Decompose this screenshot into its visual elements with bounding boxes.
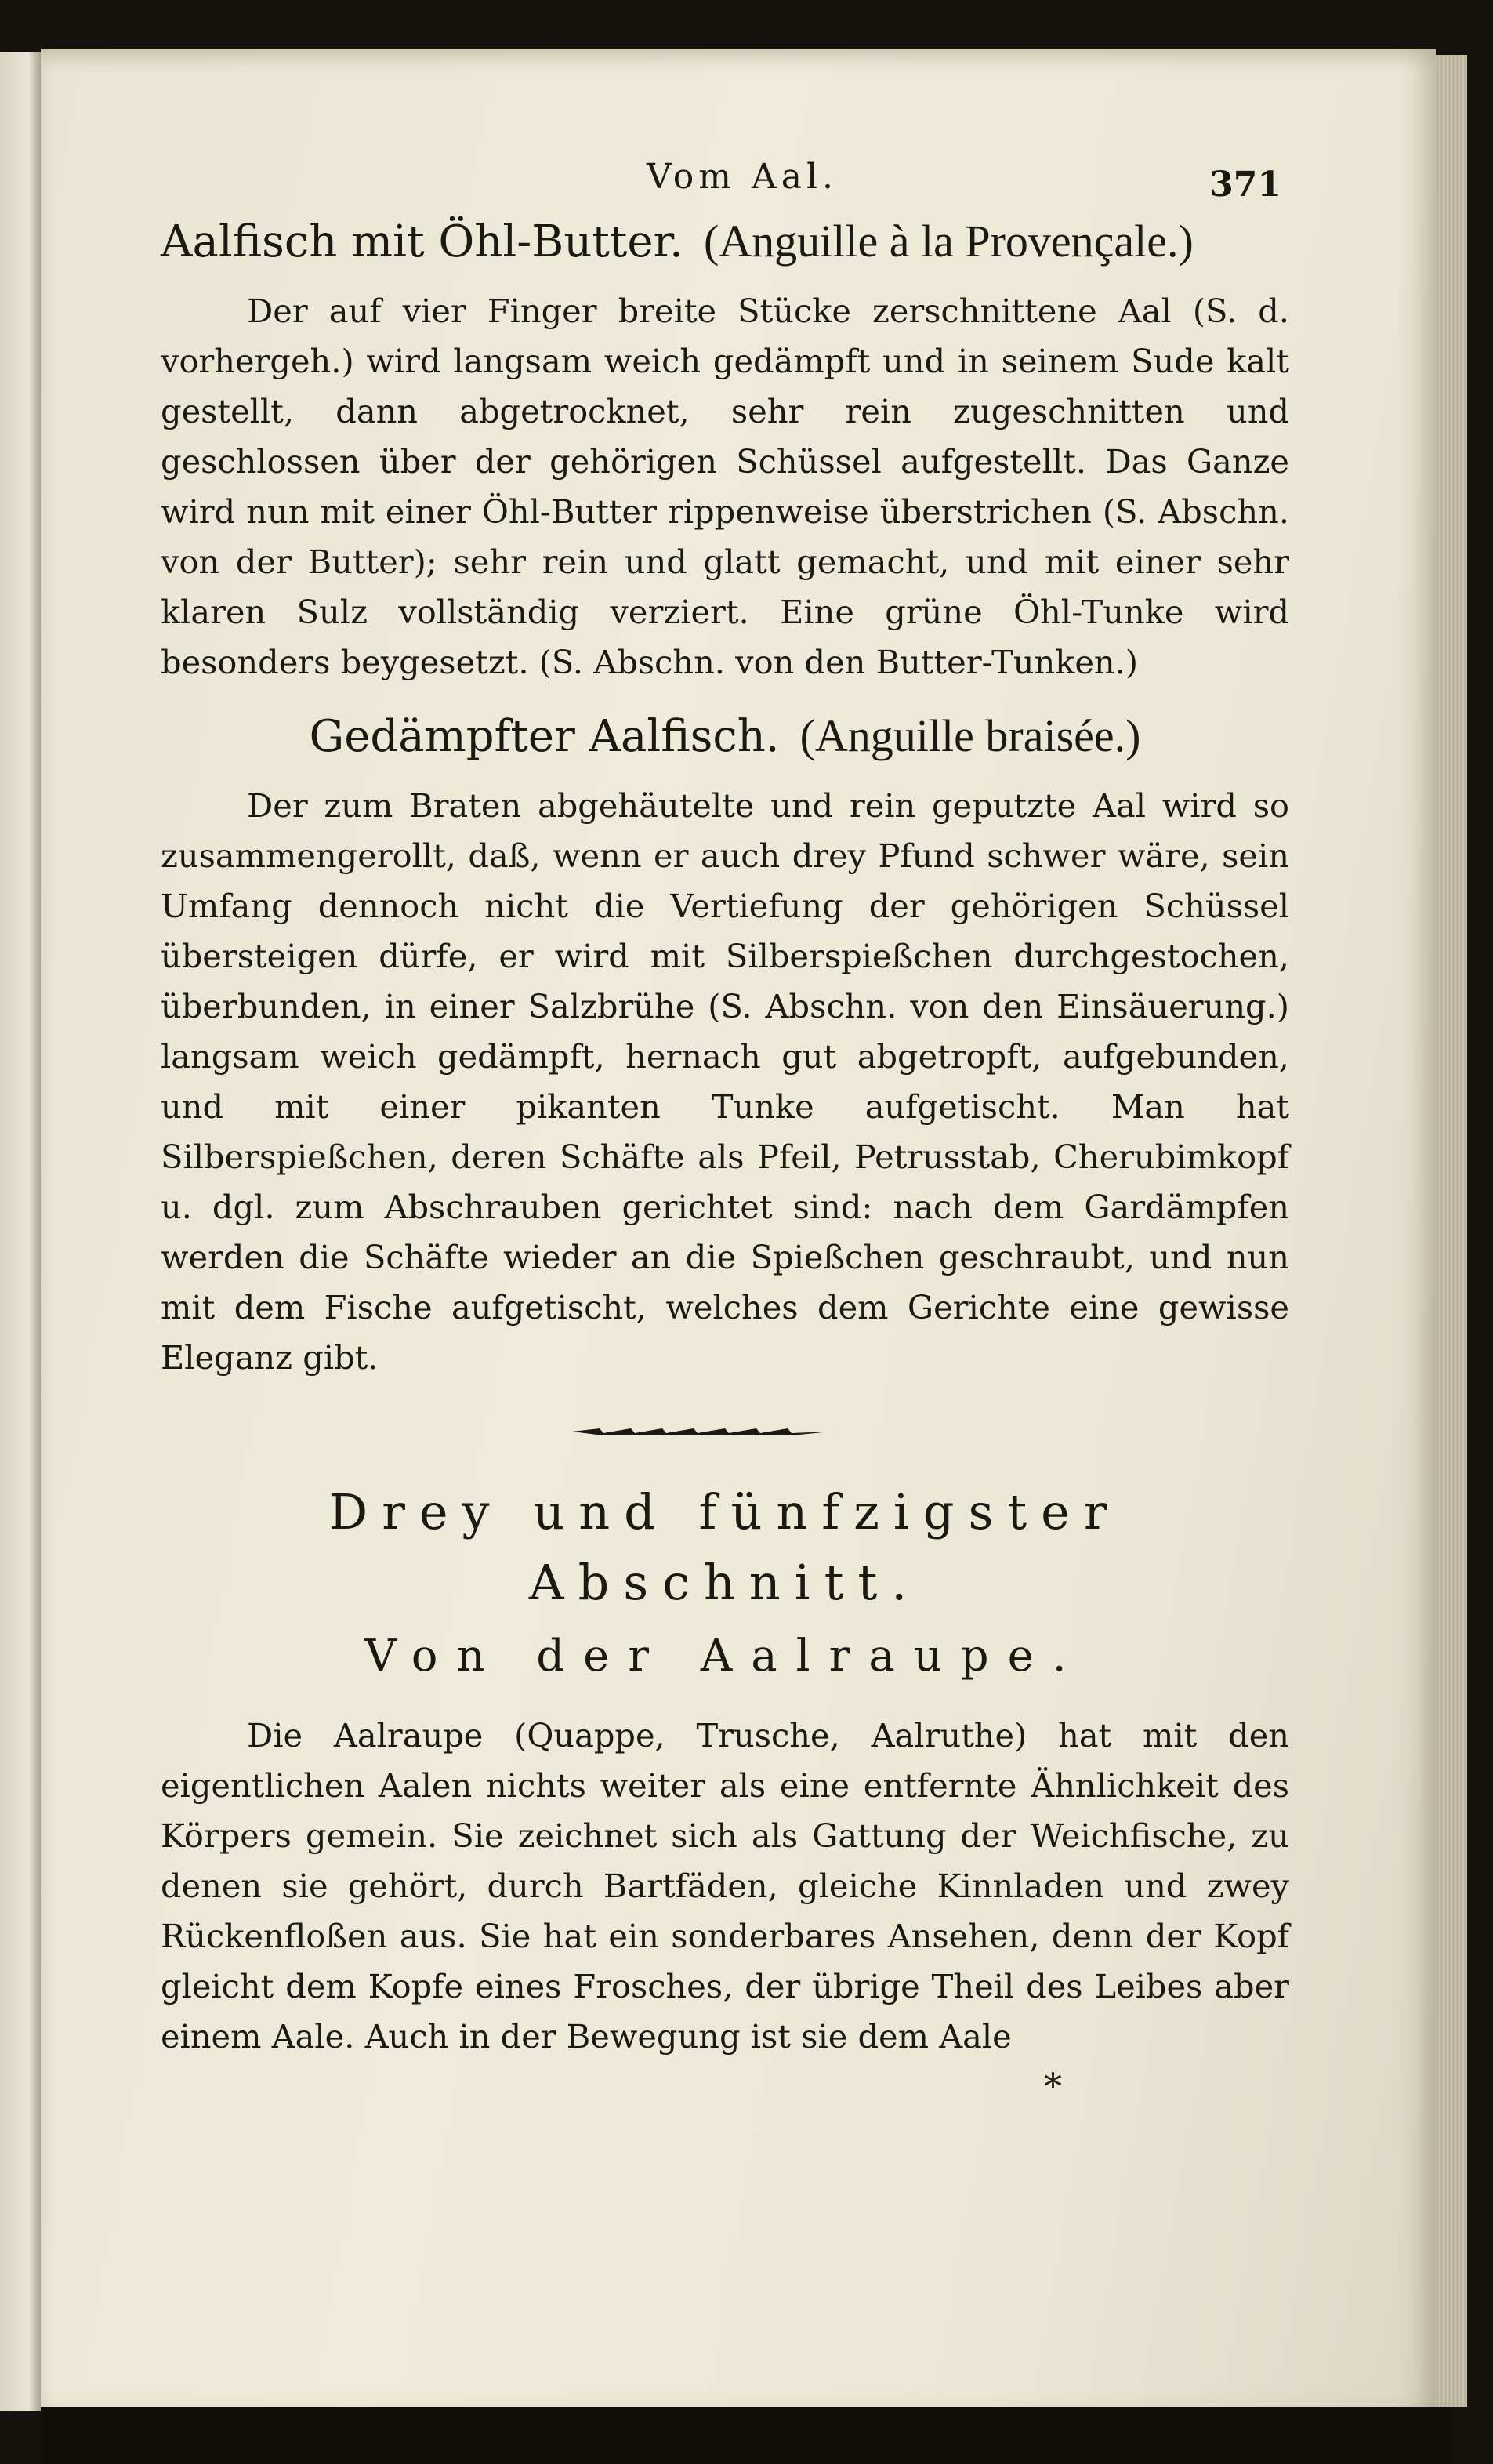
recipe-1-body: Der auf vier Finger breite Stücke zerschnittene Aal (S. d. vorhergeh.) wird langsam weich gedämpft und in seinem Sude kalt gestellt, dann abgetrocknet, sehr rein zugeschnitten und geschlossen über der gehörigen Schüssel aufgestellt. Das Ganze wird nun mit einer Öhl-Butter rippenweise überstrichen (S. Abschn. von der Butter); sehr rein und glatt gemacht, und mit einer sehr klaren Sulz vollständig verziert. Eine grüne Öhl-Tunke wird besonders beygesetzt. (S. Abschn. von den Butter-Tunken.) xyxy=(161,292,1289,681)
page-text xyxy=(161,157,1289,2107)
recipe-1-title-fr: (Anguille à la Provençale.) xyxy=(703,216,1194,267)
bottom-gutter xyxy=(41,2407,1451,2464)
recipe-2-title-fr: (Anguille braisée.) xyxy=(799,710,1141,761)
running-title: Vom Aal. xyxy=(647,157,839,197)
ornamental-divider xyxy=(161,1383,1289,1469)
recipe-2-heading xyxy=(161,706,1289,767)
chapter-subtitle: Von der Aalraupe. xyxy=(364,1631,1085,1682)
chapter-body: Die Aalraupe (Quappe, Trusche, Aalruthe) hat mit den eigentlichen Aalen nichts weiter als eine entfernte Ähnlichkeit des Körpers gemein. Sie zeichnet sich als Gattung der Weichfische, zu denen sie gehört, durch Bartfäden, gleiche Kinnladen und zwey Rückenfloßen aus. Sie hat ein sonderbares Ansehen, denn der Kopf gleicht dem Kopfe eines Frosches, der übrige Theil des Leibes aber einem Aale. Auch in der Bewegung ist sie dem Aale xyxy=(161,1716,1289,2056)
recipe-1-heading xyxy=(161,212,1289,272)
recipe-2-title-de: Gedämpfter Aalfisch. xyxy=(309,711,780,762)
page-number: 371 xyxy=(1209,165,1281,205)
chapter-title: Drey und fünfzigster Abschnitt. xyxy=(328,1483,1122,1611)
page-fore-edge xyxy=(1436,55,1467,2407)
recipe-2-body: Der zum Braten abgehäutelte und rein geputzte Aal wird so zusammengerollt, daß, wenn er auch drey Pfund schwer wäre, sein Umfang dennoch nicht die Vertiefung der gehörigen Schüssel übersteigen dürfe, er wird mit Silberspießchen durchgestochen, überbunden, in einer Salzbrühe (S. Abschn. von den Einsäuerung.) langsam weich gedämpft, hernach gut abgetropft, aufgebunden, und mit einer pikanten Tunke aufgetischt. Man hat Silberspießchen, deren Schäfte als Pfeil, Petrusstab, Cherubimkopf u. dgl. zum Abschrauben gerichtet sind: nach dem Gardämpfen werden die Schäfte wieder an die Spießchen geschraubt, und nun mit dem Fische aufgetischt, welches dem Gerichte eine gewisse Eleganz gibt. xyxy=(161,786,1289,1377)
running-head xyxy=(161,157,1289,212)
ornament-rule-icon xyxy=(568,1422,835,1441)
left-page-edge xyxy=(0,52,42,2411)
catchword: * xyxy=(1044,2065,1062,2107)
recipe-1-title-de: Aalfisch mit Öhl-Butter. xyxy=(161,216,683,267)
